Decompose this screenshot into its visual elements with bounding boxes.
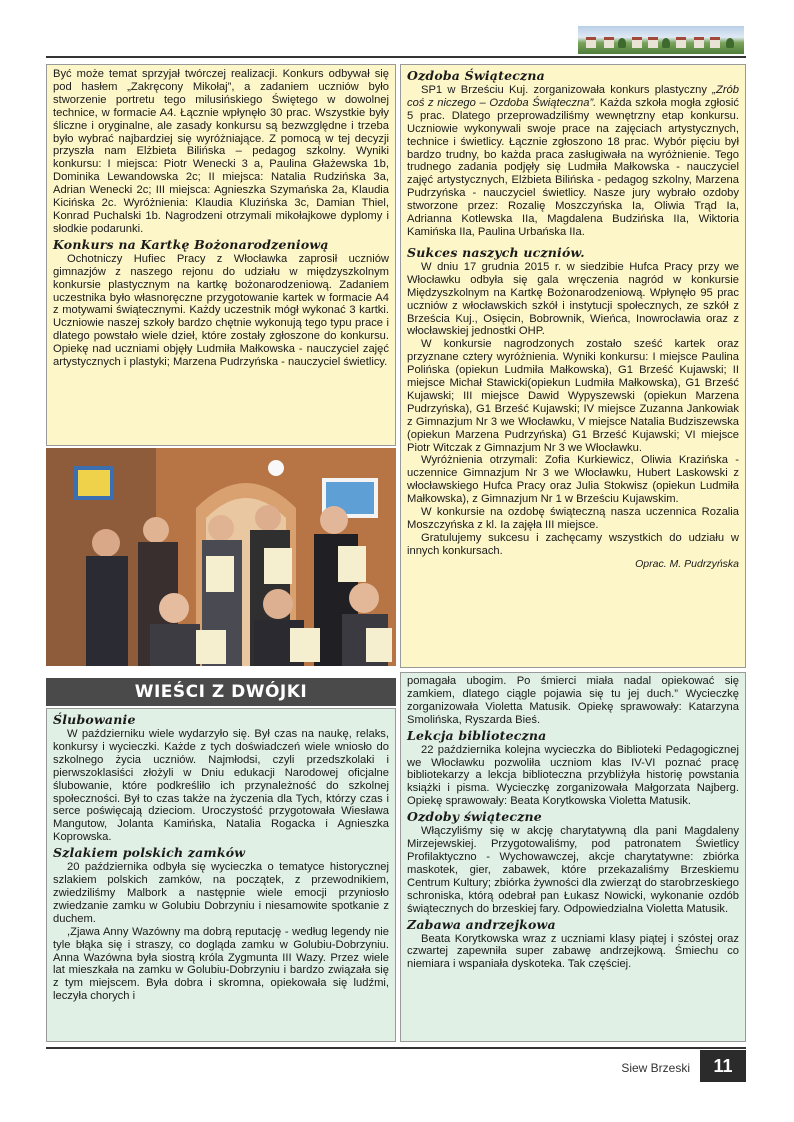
text-fragment: Każda szkoła mogła zgłosić 5 prac. Dlatego przeprowadziliśmy wewnętrzny etap konkursu. Uczniowie wykonywali swoje prace na zajęciach artystycznych, technice i świetlicy. Łącznie zgłoszono 18 prac. Wybór pięciu był bardzo trudny, bo każda praca zasługiwała na wyróżnienie. Tego trudnego zadania podjęły się Ludmiła Małkowska - nauczyciel zajęć artystycznych, Elżbieta Bilińska - pedagog szkolny, Marzena Pudrzyńska - nauczyciel świetlicy. Nasze jury wybrało ozdoby stworzone przez: Rozalię Moszczyńska Ia, Oliwia Trąd Ia, Adrianna Kotlewska IIa, Magdalena Budzińska IIa, Wiktoria Kamińska IIa, Paulina Urbańska IIa. — [407, 96, 739, 238]
photo-illustration — [46, 448, 396, 666]
paragraph: W październiku wiele wydarzyło się. Był czas na naukę, relaks, konkursy i wycieczki. Każde z tych doświadczeń wiele wniosło do szkolnego życia uczniów. Najmłodsi, czyli przedszkolaki i pierwszoklasiści złożyli w Dniu edukacji Narodowej oficjalne ślubowanie, które podkreśliło ich przynależność do szkolnej społeczności. Był to czas także na życzenia dla Tych, którzy czas i serce poświęcają dzieciom. Uroczystość przygotowała Wiesława Mangutow, Jolanta Kamińska, Natalia Rogacka i Agnieszka Koprowska. — [53, 728, 389, 844]
footer-rule — [46, 1047, 746, 1049]
paragraph: W dniu 17 grudnia 2015 r. w siedzibie Hufca Pracy przy we Włocławku odbyła się gala wręczenia nagród w konkursie Międzyszkolnym na Kartkę Bożonarodzeniową. Wpłynęło 95 prac uczniów z włocławskich szkół i instytucji społecznych, ze szkół z Brześcia Kuj., Osięcin, Bobrownik, Wieńca, Inowrocławia oraz z włocławskiej jednostki OHP. — [407, 260, 739, 338]
article-text — [53, 68, 389, 369]
section-heading: Ozdoba Świąteczna — [407, 68, 545, 83]
section-heading: Lekcja biblioteczna — [407, 727, 547, 743]
page-number: 11 — [700, 1050, 746, 1082]
section-heading: Ozdoby świąteczne — [407, 809, 542, 825]
award-ceremony-photo — [46, 448, 396, 666]
article-panel-left-bottom — [46, 708, 396, 1042]
section-heading: Sukces naszych uczniów. — [407, 244, 585, 260]
text-fragment: SP1 w Brześciu Kuj. zorganizowała konkurs plastyczny — [421, 84, 713, 96]
paragraph: W konkursie nagrodzonych zostało sześć kartek oraz przyznane cztery wyróżnienia. Wyniki konkursu: I miejsce Paulina Polińska (opiekun Ludmiła Małkowska), G1 Brześć Kujawski; II miejsce Michał Stawicki(opiekun Ludmiła Małkowska), G1 Brześć Kujawski; III miejsce Dawid Wypyszewski (opiekun Marzena Pudrzyńska), G1 Brześć Kujawski; IV miejsce Zuzanna Jankowiak z Gimnazjum Nr 3 we Włocławku, V miejsce Natalia Budziszewska (opiekun Marzena Pudrzyńska) G1 Brześć Kujawski; VI miejsce Piotr Witczak z Gimnazjum Nr 3 we Włocławku. — [407, 338, 739, 454]
publication-name: Siew Brzeski — [621, 1061, 690, 1075]
paragraph: 20 października odbyła się wycieczka o tematyce historycznej szlakiem polskich zamków, na początek, z przewodnikiem, zwiedziliśmy Malbork a następnie wiele emocji przyniosło zwiedzanie zamku w Golubiu Dobrzyniu i niesamowite spotkanie z duchem. — [53, 861, 389, 925]
header-village-image — [578, 26, 744, 54]
paragraph: 22 października kolejna wycieczka do Biblioteki Pedagogicznej we Włocławku pozwoliła uczniom klas IV-VI poznać pracę bibliotekarzy a lekcja biblioteczna przybliżyła historię powstania książki i pisma. Wycieczkę zorganizowała Małgorzata Najberg. Opiekę sprawowały: Beata Korytkowska Violetta Matusik. — [407, 743, 739, 808]
contest-title: „Zrób coś z niczego – Ozdoba Świąteczna”. — [407, 84, 739, 109]
author-signature: Oprac. M. Pudrzyńska — [635, 557, 739, 570]
paragraph: W konkursie na ozdobę świąteczną nasza uczennica Rozalia Moszczyńska z kl. Ia zajęła III miejsce. — [407, 506, 739, 531]
paragraph: ,Zjawa Anny Wazówny ma dobrą reputację - według legendy nie tyle błąka się i straszy, co dogląda zamku w Golubiu-Dobrzyniu. Anna Wazówna była siostrą króla Zygmunta III Wazy. Przez wiele lat mieszkała na zamku w Golubiu-Dobrzyniu i bardzo związała się z tym miejscem. Była dobra i skromna, opiekowała się ludźmi, leczyła chorych i — [53, 925, 389, 1003]
article-panel-right-bottom — [400, 672, 746, 1042]
paragraph: Włączyliśmy się w akcję charytatywną dla pani Magdaleny Mirzejewskiej. Przygotowaliśmy, pod patronatem Świetlicy Profilaktyczno - Wychowawczej, akcje charytatywne: zbiórka maskotek, gier, zabawek, które przekazaliśmy Brzeskiemu Centrum Kultury; zbiórka żywności dla zwierząt do starobrzeskiego schroniska, którą odebrał pan Łukasz Nowicki, wykonanie ozdób świątecznych do brzeskiej fary. Odpowiedzialna Violetta Matusik. — [407, 825, 739, 915]
paragraph: Ochotniczy Hufiec Pracy z Włocławka zaprosił uczniów gimnazjów z naszego rejonu do udziału w międzyszkolnym konkursie plastycznym na kartkę bożonarodzeniową. Zadaniem uczestnika było własnoręczne przygotowanie kartek w formacie A4 z motywami świątecznymi. Każdy uczestnik mógł wykonać 3 kartki. Uczniowie naszej szkoły bardzo chętnie wykonują tego typu prace i dlatego powstało wiele dzieł, które zostały zgłoszone do konkursu. Opiekę nad uczniami objęły Ludmiła Małkowska - nauczyciel zajęć artystycznych i plastyki; Marzena Pudrzyńska - nauczyciel świetlicy. — [53, 252, 389, 369]
section-heading: Zabawa andrzejkowa — [407, 916, 556, 932]
section-heading: Szlakiem polskich zamków — [53, 845, 246, 861]
section-heading: Konkurs na Kartkę Bożonarodzeniową — [53, 236, 329, 252]
paragraph: Beata Korytkowska wraz z uczniami klasy piątej i szóstej oraz czwartej zapewniła super zabawę andrzejkową. Śmiechu co niemiara i wspaniała dyskoteka. Tak częściej. — [407, 932, 739, 971]
article-panel-left-top — [46, 64, 396, 446]
article-text — [407, 675, 739, 971]
paragraph: Gratulujemy sukcesu i zachęcamy wszystkich do udziału w innych konkursach. — [407, 531, 739, 557]
paragraph: Wyróżnienia otrzymali: Zofia Kurkiewicz, Oliwia Krazińska - uczennice Gimnazjum Nr 3 we Włocławku, Hubert Laskowski z włocławskiego Hufca Pracy oraz Julia Stokwisz (opiekun Ludmiła Małkowska), z Gimnazjum Nr 1 w Brześciu Kujawskim. — [407, 454, 739, 506]
article-panel-right-top — [400, 64, 746, 668]
article-text — [407, 68, 739, 571]
paragraph: Być może temat sprzyjał twórczej realizacji. Konkurs odbywał się pod hasłem „Zakręcony Mikołaj”, a zadaniem uczniów było stworzenie portretu tego milusińskiego Świętego w dowolnej technice, w formacie A4. Łącznie wpłynęło 30 prac. Wszystkie były śliczne i oryginalne, ale zasady konkursu są bezwzględne i trzeba było wybrać najbardziej się wyróżniające. Z pomocą w tej decyzji przyszła nam Elżbieta Bilińska – pedagog szkolny. Wyniki konkursu: I miejsca: Piotr Wenecki 3 a, Paulina Głażewska 1b, Dominika Lewandowska 2c; II miejsca: Natalia Rudzińska 3a, Adrian Wenecki 2c; III miejsca: Agnieszka Szymańska 2a, Klaudia Kicińska 2c. Wyróżnienia: Klaudia Kluzińska 3c, Damian Thiel, Konrad Puchalski 1b. Nagrodzeni otrzymali mikołajkowe dyplomy i słodkie podarunki. — [53, 68, 389, 235]
section-banner: WIEŚCI Z DWÓJKI — [46, 678, 396, 706]
article-text — [53, 712, 389, 1003]
paragraph — [407, 84, 739, 239]
header-rule — [46, 56, 746, 58]
section-heading: Ślubowanie — [53, 712, 136, 727]
paragraph: pomagała ubogim. Po śmierci miała nadal opiekować się zamkiem, dlatego ciągle pojawia się tu jej duch.” Wycieczkę zorganizowała Violetta Matusik. Opiekę sprawowały: Katarzyna Smolińska, Ryszarda Bieś. — [407, 675, 739, 726]
